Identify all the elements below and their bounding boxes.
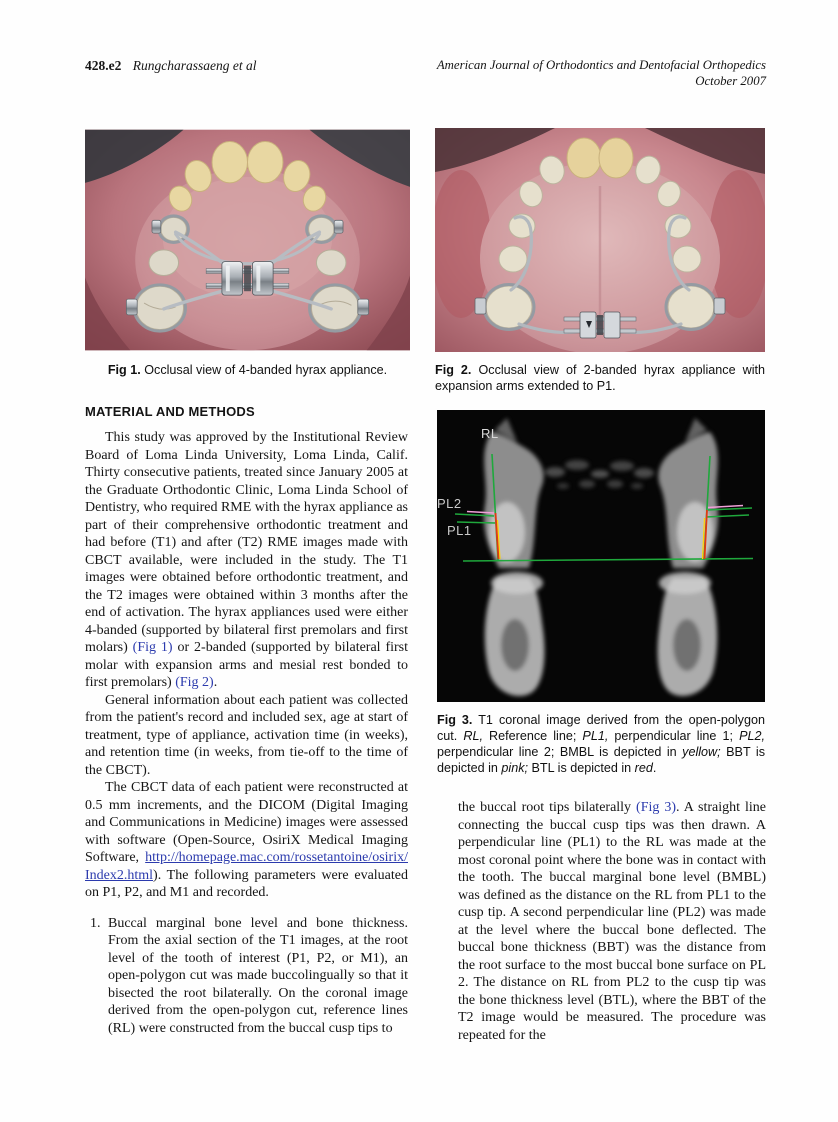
text-segment-plain: . A straight line connecting the buccal cusp tips was then drawn. A perpendicular line (PL1) to the RL was made at the most coronal point where the bone was in contact with the tooth. The buccal marginal bone level (BMBL) was defined as the distance on the RL from PL1 to the cusp tip. A second perpendicular line (PL2) was made at the level where the buccal bone deflected. The buccal bone thickness (BBT) was the distance from the root surface to the most buccal bone surface on PL 2. The distance on RL from PL2 to the cusp tip was the bone thickness level (BTL), where the BBT of the T2 image would be measured. The procedure was repeated for the <box>458 800 767 1043</box>
paragraph-2 <box>85 692 408 780</box>
fig1-caption-label: Fig 1. <box>107 363 141 377</box>
fig1-reference-link[interactable]: (Fig 1) <box>132 640 173 655</box>
text-segment-plain: the buccal root tips bilaterally <box>458 800 637 815</box>
figure-1 <box>85 128 410 378</box>
right-column <box>458 799 766 1044</box>
running-header-right <box>437 58 766 89</box>
fig3-cbct-graphic <box>437 410 765 702</box>
continuation-paragraph <box>458 799 766 1044</box>
text-segment-italic: PL1, <box>582 729 609 743</box>
text-segment-plain: perpendicular line 1; <box>608 729 740 743</box>
text-segment-plain: . <box>652 761 657 775</box>
running-header-left <box>85 58 257 74</box>
text-segment-plain: This study was approved by the Institutional Review Board of Loma Linda University, Loma Linda, Calif. Thirty consecutive patients, treated since January 2005 at the Graduate Orthodontic Clinic, Loma Linda School of Dentistry, who required RME with the hyrax appliance as part of their comprehensive orthodontic treatment and had before (T1) and after (T2) RME images made with CBCT available, were included in the study. The T1 images were obtained before orthodontic treatment, and the T2 images were obtained within 3 months after the end of activation. The hyrax appliances used were either 4-banded (supported by bilateral first premolars and first molars) <box>85 430 408 655</box>
text-segment-plain: Buccal marginal bone level and bone thickness. From the axial section of the T1 images, at the root level of the tooth of interest (P1, P2, or M1), an open-polygon cut was made buccolingually so that it bisected the root bilaterally. On the coronal image derived from the open-polygon cut, reference lines (RL) were constructed from the buccal cusp tips to <box>108 915 408 1036</box>
text-segment-bold: Fig 3. <box>437 713 473 727</box>
fig3-cbct-image <box>437 410 765 702</box>
running-authors: Rungcharassaeng et al <box>132 58 257 73</box>
list-item-text <box>108 915 408 1038</box>
text-segment-plain: T1 coronal image derived from the open-polygon cut. <box>437 713 765 743</box>
journal-title: American Journal of Orthodontics and Dentofacial Orthopedics <box>436 58 766 72</box>
osirix-url-link[interactable]: http://homepage.mac.com/rossetantoine/osirix/Index2.html <box>85 850 408 883</box>
text-segment-plain: General information about each patient was collected from the patient's record and included sex, age at start of treatment, type of appliance, activation time (in weeks), and retention time (in weeks, from tie-off to the time of the CBCT). <box>85 692 408 778</box>
text-segment-plain: Reference line; <box>482 729 583 743</box>
fig1-occlusal-photo <box>85 128 410 352</box>
fig1-caption-text: Occlusal view of 4-banded hyrax appliance. <box>140 363 388 377</box>
figure-2 <box>435 128 765 394</box>
text-segment-plain: . <box>213 675 218 690</box>
text-segment-italic: pink; <box>501 761 529 775</box>
fig3-label-pl2: PL2 <box>437 496 462 511</box>
text-segment-italic: RL, <box>463 729 483 743</box>
fig3-label-pl1: PL1 <box>447 523 472 538</box>
text-segment-plain: The CBCT data of each patient were reconstructed at 0.5 mm increments, and the DICOM (Digital Imaging and Communications in Medicine) images were assessed with software (Open-Source, OsiriX Medical Imaging Software, <box>85 780 408 865</box>
paragraph-3 <box>85 779 408 902</box>
fig3-caption <box>437 712 765 776</box>
left-column <box>85 404 408 1037</box>
fig1-caption <box>85 362 410 378</box>
text-segment-italic: PL2, <box>739 729 765 743</box>
fig3-label-rl: RL <box>481 426 499 441</box>
paragraph-1 <box>85 429 408 692</box>
list-item-number: 1. <box>90 915 101 931</box>
fig2-caption <box>435 362 765 394</box>
figure-3 <box>437 410 765 776</box>
text-segment-italic: yellow; <box>682 745 721 759</box>
numbered-list-item <box>85 915 408 1038</box>
issue-date: October 2007 <box>695 73 766 88</box>
text-segment-plain: perpendicular line 2; BMBL is depicted in <box>437 745 683 759</box>
text-segment-italic: red <box>634 761 653 775</box>
text-segment-plain: or 2-banded (supported by bilateral first molar with expansion arms and mesial rest bonded to first premolars) <box>85 640 409 690</box>
fig3-reference-link[interactable]: (Fig 3) <box>636 800 677 815</box>
text-segment-plain: BBT is depicted in <box>437 745 765 775</box>
fig2-caption-label: Fig 2. <box>435 363 472 377</box>
page-number: 428.e2 <box>85 58 122 73</box>
fig2-caption-text: Occlusal view of 2-banded hyrax appliance with expansion arms extended to P1. <box>435 363 766 393</box>
section-heading: MATERIAL AND METHODS <box>85 404 255 419</box>
text-segment-plain: ). The following parameters were evaluated on P1, P2, and M1 and recorded. <box>85 867 408 900</box>
text-segment-plain: BTL is depicted in <box>528 761 635 775</box>
fig2-reference-link[interactable]: (Fig 2) <box>175 675 214 690</box>
running-header <box>85 58 766 89</box>
fig2-occlusal-photo <box>435 128 765 352</box>
